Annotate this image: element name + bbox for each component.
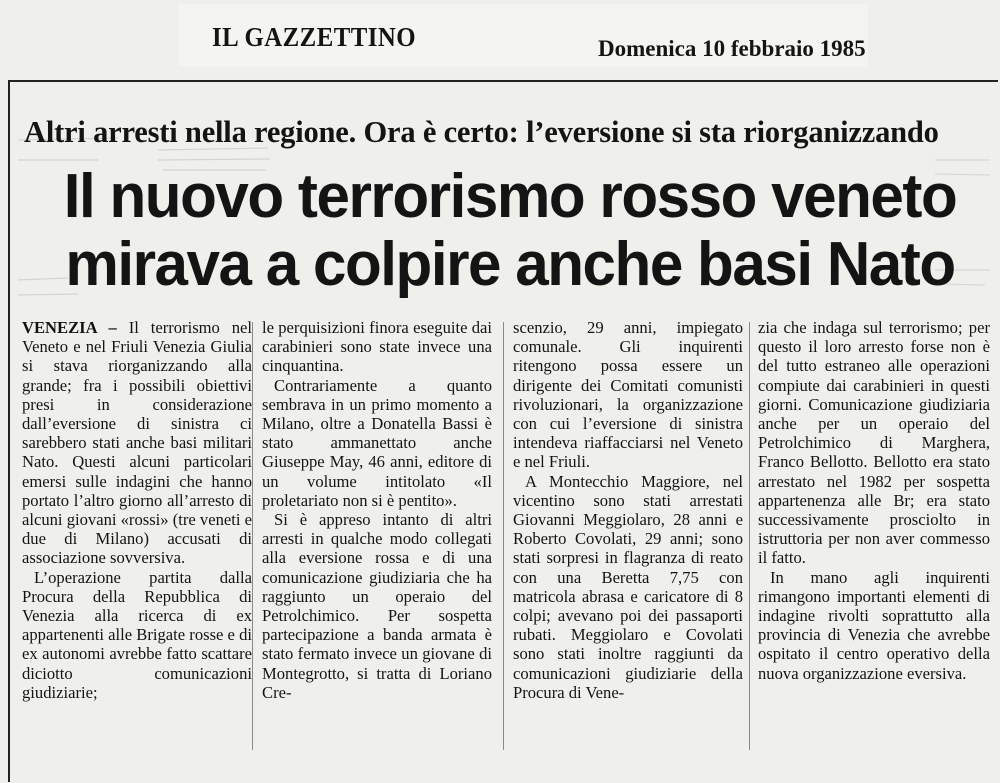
main-headline bbox=[54, 163, 966, 299]
column-divider bbox=[749, 322, 750, 750]
paragraph: A Montecchio Maggiore, nel vicentino sono stati arrestati Giovanni Meggiolaro, 28 anni e Roberto Covolati, 29 anni; sono stati sorpresi in flagranza di reato con una Beretta 7,75 con matricola abrasa e caricatore di 8 colpi; avevano poi dei passaporti rubati. Meggiolaro e Covolati sono stati inoltre raggiunti da comunicazioni giudiziarie della Procura di Vene- bbox=[513, 471, 743, 702]
headline-line-2: mirava a colpire anche basi Nato bbox=[65, 230, 955, 299]
kicker-subheadline: Altri arresti nella regione. Ora è certo: l’eversione si sta riorganizzando bbox=[24, 115, 939, 149]
article-column-3 bbox=[513, 318, 743, 702]
column-divider bbox=[503, 322, 504, 750]
article-column-2 bbox=[262, 318, 492, 702]
paragraph: le perquisizioni finora eseguite dai carabinieri sono state invece una cinquantina. bbox=[262, 318, 492, 376]
paragraph: In mano agli inquirenti rimangono importanti elementi di indagine rivolti soprattutto alla provincia di Venezia che avrebbe ospitato il centro operativo della nuova organizzazione eversiva. bbox=[758, 567, 990, 683]
article-column-4 bbox=[758, 318, 990, 683]
column-divider bbox=[252, 322, 253, 750]
article-column-1 bbox=[22, 318, 252, 702]
paragraph: Si è appreso intanto di altri arresti in qualche modo collegati alla eversione rossa e di una comunicazione giudiziaria che ha raggiunto un operaio del Petrolchimico. Per sospetta partecipazione a banda armata è stato fermato invece un giovane di Montegrotto, si tratta di Loriano Cre- bbox=[262, 510, 492, 702]
masthead: IL GAZZETTINO bbox=[212, 22, 417, 52]
city-dateline: VENEZIA – bbox=[22, 318, 117, 337]
paragraph: scenzio, 29 anni, impiegato comunale. Gli inquirenti ritengono possa essere un dirigente dei Comitati comunisti rivoluzionari, la organizzazione con cui l’eversione di sinistra intendeva riaffacciarsi nel Veneto e nel Friuli. bbox=[513, 318, 743, 472]
issue-date: Domenica 10 febbraio 1985 bbox=[598, 36, 866, 61]
paragraph: zia che indaga sul terrorismo; per questo il loro arresto forse non è del tutto estraneo alle operazioni compiute dai carabinieri in questi giorni. Comunicazione giudiziaria anche per un operaio del Petrolchimico di Marghera, Franco Bellotto. Bellotto era stato arrestato nel 1982 per sospetta appartenenza alle Br; era stato successivamente prosciolto in istruttoria per non aver commesso il fatto. bbox=[758, 318, 990, 568]
paragraph: Contrariamente a quanto sembrava in un primo momento a Milano, oltre a Donatella Bassi è stato ammanettato anche Giuseppe May, 46 anni, editore di un volume intitolato «Il proletariato non si è pentito». bbox=[262, 375, 492, 510]
paragraph: L’operazione partita dalla Procura della Repubblica di Venezia alla ricerca di ex appartenenti alle Brigate rosse e di ex autonomi avrebbe fatto scattare diciotto comunicazioni giudiziarie; bbox=[22, 567, 252, 702]
headline-line-1: Il nuovo terrorismo rosso veneto bbox=[63, 162, 957, 231]
paragraph: VENEZIA – Il terrorismo nel Veneto e nel Friuli Venezia Giulia si stava riorganizzando alla grande; fra i possibili obiettivi presi in considerazione dall’eversione di sinistra ci sarebbero stati anche basi militari Nato. Questi alcuni particolari emersi sulle indagini che hanno portato l’altro giorno all’arresto di alcuni giovani «rossi» (tre veneti e due di Milano) accusati di associazione sovversiva. bbox=[22, 318, 252, 568]
